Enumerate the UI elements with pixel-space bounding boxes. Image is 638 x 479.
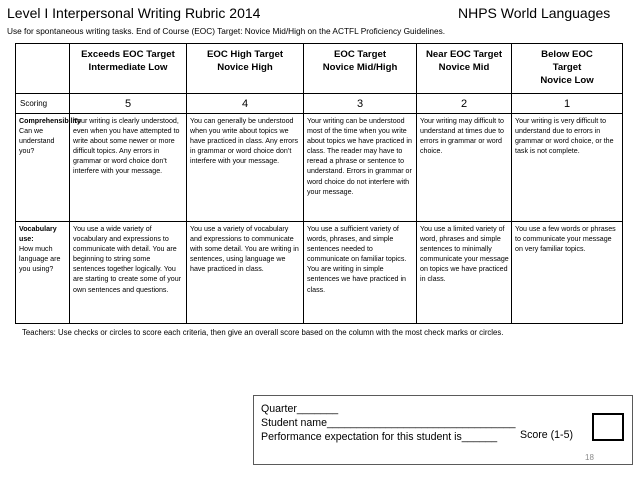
- criterion-title: Vocabulary use:: [19, 225, 57, 244]
- column-header-near-target: Near EOC Target Novice Mid: [417, 44, 512, 94]
- criterion-cell[interactable]: You use a limited variety of word, phrases and simple sentences to minimally communicate your message on topics we have practiced in class.: [417, 222, 512, 324]
- criterion-cell[interactable]: Your writing may difficult to understand at times due to errors in grammar or word choice.: [417, 114, 512, 222]
- teacher-instructions: Teachers: Use checks or circles to score each criteria, then give an overall score based on the column with the most check marks or circles.: [22, 328, 504, 337]
- score-value: 3: [304, 94, 417, 114]
- criterion-title: Comprehensibility: [19, 117, 81, 125]
- column-header-target: EOC Target Novice Mid/High: [304, 44, 417, 94]
- column-header-below-target: Below EOC Target Novice Low: [512, 44, 623, 94]
- performance-expectation-field[interactable]: Performance expectation for this student is______: [261, 431, 498, 443]
- organization-name: NHPS World Languages: [458, 5, 611, 21]
- criterion-label: [16, 114, 81, 222]
- criterion-question: How much language are you using?: [19, 245, 61, 274]
- corner-cell: [16, 44, 70, 94]
- column-header-exceeds: Exceeds EOC Target Intermediate Low: [70, 44, 187, 94]
- rubric-table: [15, 43, 623, 324]
- score-value: 4: [187, 94, 304, 114]
- criterion-cell[interactable]: You use a wide variety of vocabulary and expressions to communicate with detail. You are beginning to string some sentences together logically. You are starting to create some of your own sentences and questions.: [70, 222, 187, 324]
- criterion-cell[interactable]: Your writing is very difficult to understand due to errors in grammar or word choice, or the task is not complete.: [512, 114, 623, 222]
- criterion-cell[interactable]: You can generally be understood when you write about topics we have practiced in class. Any errors in grammar or word choice don’t interfere with your message.: [187, 114, 304, 222]
- score-label: Score (1-5): [520, 429, 573, 441]
- criterion-row-vocabulary: [16, 222, 623, 324]
- criterion-cell[interactable]: Your writing is clearly understood, even when you have attempted to write about some newer or more difficult topics. Any errors in grammar or word choice don’t interfere with your message.: [70, 114, 187, 222]
- column-header-row: [16, 44, 623, 94]
- scoring-row: [16, 94, 623, 114]
- rubric-subtitle: Use for spontaneous writing tasks. End of Course (EOC) Target: Novice Mid/High on the ACTFL Proficiency Guidelines.: [7, 26, 446, 36]
- score-value: 5: [70, 94, 187, 114]
- scoring-label: Scoring: [16, 94, 70, 114]
- score-value: 2: [417, 94, 512, 114]
- score-value: 1: [512, 94, 623, 114]
- criterion-label: [16, 222, 70, 324]
- criterion-cell[interactable]: You use a variety of vocabulary and expressions to communicate with some detail. You are writing in sentences, using language we have practiced in class.: [187, 222, 304, 324]
- rubric-title: Level I Interpersonal Writing Rubric 2014: [7, 5, 261, 21]
- quarter-field[interactable]: Quarter_______: [261, 403, 339, 415]
- criterion-cell[interactable]: You use a few words or phrases to communicate your message on very familiar topics.: [512, 222, 623, 324]
- page-number: 18: [585, 453, 594, 462]
- student-name-field[interactable]: Student name________________________________: [261, 417, 516, 429]
- score-box[interactable]: [592, 413, 624, 441]
- column-header-high-target: EOC High Target Novice High: [187, 44, 304, 94]
- criterion-question: Can we understand you?: [19, 127, 55, 156]
- criterion-row-comprehensibility: [16, 114, 623, 222]
- criterion-cell[interactable]: Your writing can be understood most of the time when you write about topics we have practiced in class. The reader may have to reread a phrase or sentence to understand. Errors in grammar or word choice do not interfere with your message.: [304, 114, 417, 222]
- summary-box: [253, 395, 633, 465]
- criterion-cell[interactable]: You use a sufficient variety of words, phrases, and simple sentences needed to communicate on familiar topics. You are writing in simple sentences we have practiced in class.: [304, 222, 417, 324]
